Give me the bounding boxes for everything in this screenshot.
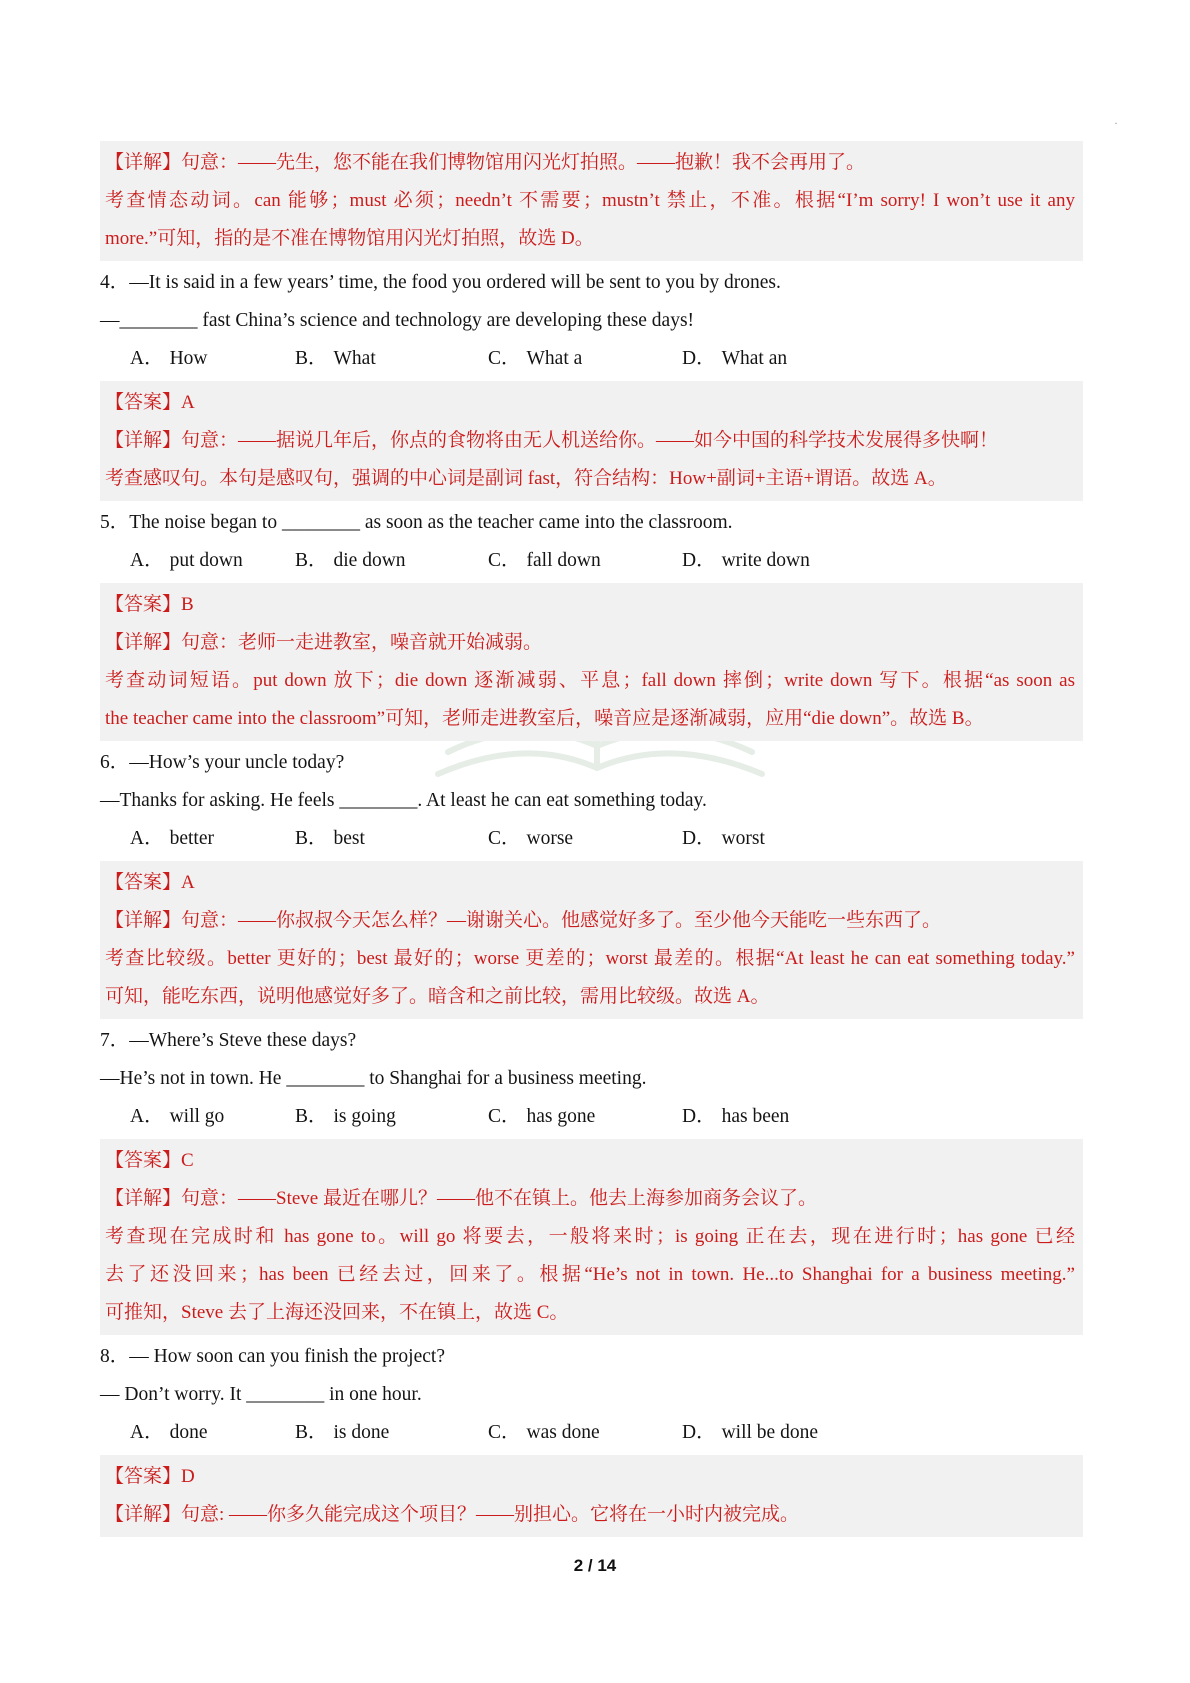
option-c bbox=[488, 1414, 682, 1452]
answer-line: 【答案】B bbox=[105, 594, 194, 615]
option-a bbox=[130, 542, 295, 580]
explanation-line: 考查动词短语。put down 放下；die down 逐渐减弱、平息；fall down 摔倒；write down 写下。根据“as soon as bbox=[105, 670, 1075, 691]
option-label: B． bbox=[295, 1106, 328, 1127]
option-label: D． bbox=[682, 550, 716, 571]
stray-mark: · bbox=[1114, 116, 1118, 130]
question-stem: 6．—How’s your uncle today? bbox=[100, 752, 345, 773]
option-label: D． bbox=[682, 348, 716, 369]
answer-line: 【答案】A bbox=[105, 872, 195, 893]
question-stem: —Thanks for asking. He feels ________. At least he can eat something today. bbox=[100, 790, 707, 811]
option-text: put down bbox=[169, 550, 243, 571]
option-c bbox=[488, 542, 682, 580]
explanation-line: more.”可知，指的是不准在博物馆用闪光灯拍照，故选 D。 bbox=[105, 228, 594, 249]
option-d bbox=[682, 542, 1083, 580]
explanation-line: 【详解】句意：——你叔叔今天怎么样？—谢谢关心。他感觉好多了。至少他今天能吃一些东西了。 bbox=[105, 910, 942, 931]
options-row bbox=[100, 1098, 1083, 1136]
option-d bbox=[682, 820, 1083, 858]
option-a bbox=[130, 340, 295, 378]
answer-line: 【答案】C bbox=[105, 1150, 194, 1171]
option-text: die down bbox=[333, 550, 406, 571]
option-text: What a bbox=[526, 348, 583, 369]
option-label: B． bbox=[295, 1422, 328, 1443]
option-text: will be done bbox=[721, 1422, 818, 1443]
question-stem: 5．The noise began to ________ as soon as the teacher came into the classroom. bbox=[100, 512, 733, 533]
question-4 bbox=[100, 264, 1083, 378]
explanation-line: 考查现在完成时和 has gone to。will go 将要去，一般将来时；is going 正在去，现在进行时；has gone 已经 bbox=[105, 1226, 1075, 1247]
options-row bbox=[100, 820, 1083, 858]
option-text: write down bbox=[721, 550, 810, 571]
option-label: D． bbox=[682, 1106, 716, 1127]
option-label: B． bbox=[295, 348, 328, 369]
explanation-line: 【详解】句意：——据说几年后，你点的食物将由无人机送给你。——如今中国的科学技术发展得多快啊！ bbox=[105, 430, 999, 451]
question-6 bbox=[100, 744, 1083, 858]
explanation-line: 【详解】句意：——Steve 最近在哪儿？——他不在镇上。他去上海参加商务会议了。 bbox=[105, 1188, 817, 1209]
option-b bbox=[295, 340, 488, 378]
page-number: 2 / 14 bbox=[573, 1556, 617, 1575]
question-8 bbox=[100, 1338, 1083, 1452]
explanation-block-q3 bbox=[100, 141, 1083, 261]
option-text: worse bbox=[526, 828, 574, 849]
option-label: A． bbox=[130, 1106, 164, 1127]
option-label: B． bbox=[295, 828, 328, 849]
option-c bbox=[488, 340, 682, 378]
option-b bbox=[295, 820, 488, 858]
explanation-line: the teacher came into the classroom”可知，老师走进教室后，噪音应是逐渐减弱，应用“die down”。故选 B。 bbox=[105, 708, 984, 729]
option-text: better bbox=[169, 828, 214, 849]
option-c bbox=[488, 820, 682, 858]
option-text: will go bbox=[169, 1106, 225, 1127]
option-text: has gone bbox=[526, 1106, 596, 1127]
question-stem: 4．—It is said in a few years’ time, the food you ordered will be sent to you by drones. bbox=[100, 272, 781, 293]
explanation-line: 考查情态动词。can 能够；must 必须；needn’t 不需要；mustn’t 禁止，不准。根据“I’m sorry! I won’t use it any bbox=[105, 190, 1075, 211]
explanation-line: 去了还没回来；has been 已经去过，回来了。根据“He’s not in town. He...to Shanghai for a business meeting.” bbox=[105, 1264, 1075, 1285]
option-a bbox=[130, 820, 295, 858]
question-stem: —________ fast China’s science and technology are developing these days! bbox=[100, 310, 695, 331]
question-stem: —He’s not in town. He ________ to Shanghai for a business meeting. bbox=[100, 1068, 647, 1089]
option-d bbox=[682, 1414, 1083, 1452]
explanation-line: 【详解】句意：老师一走进教室，噪音就开始减弱。 bbox=[105, 632, 543, 653]
explanation-line: 考查比较级。better 更好的；best 最好的；worse 更差的；worst 最差的。根据“At least he can eat something today.” bbox=[105, 948, 1075, 969]
explanation-block-q8 bbox=[100, 1455, 1083, 1537]
option-label: A． bbox=[130, 828, 164, 849]
option-label: B． bbox=[295, 550, 328, 571]
option-c bbox=[488, 1098, 682, 1136]
option-text: has been bbox=[721, 1106, 790, 1127]
option-label: A． bbox=[130, 550, 164, 571]
option-text: What bbox=[333, 348, 376, 369]
answer-line: 【答案】D bbox=[105, 1466, 195, 1487]
option-text: best bbox=[333, 828, 365, 849]
option-text: done bbox=[169, 1422, 208, 1443]
question-7 bbox=[100, 1022, 1083, 1136]
explanation-block-q7 bbox=[100, 1139, 1083, 1335]
option-text: is done bbox=[333, 1422, 390, 1443]
explanation-line: 【详解】句意: ——你多久能完成这个项目？——别担心。它将在一小时内被完成。 bbox=[105, 1504, 800, 1525]
explanation-line: 可推知，Steve 去了上海还没回来，不在镇上，故选 C。 bbox=[105, 1302, 569, 1323]
option-text: is going bbox=[333, 1106, 396, 1127]
option-text: How bbox=[169, 348, 208, 369]
explanation-block-q5 bbox=[100, 583, 1083, 741]
options-row bbox=[100, 340, 1083, 378]
option-label: C． bbox=[488, 550, 521, 571]
option-text: fall down bbox=[526, 550, 601, 571]
option-text: was done bbox=[526, 1422, 600, 1443]
explanation-block-q4 bbox=[100, 381, 1083, 501]
document-body bbox=[100, 141, 1083, 1537]
option-label: C． bbox=[488, 828, 521, 849]
option-label: D． bbox=[682, 1422, 716, 1443]
explanation-line: 考查感叹句。本句是感叹句，强调的中心词是副词 fast，符合结构：How+副词+主语+谓语。故选 A。 bbox=[105, 468, 947, 489]
option-d bbox=[682, 1098, 1083, 1136]
option-b bbox=[295, 1414, 488, 1452]
option-a bbox=[130, 1414, 295, 1452]
question-stem: — Don’t worry. It ________ in one hour. bbox=[100, 1384, 422, 1405]
explanation-line: 可知，能吃东西，说明他感觉好多了。暗含和之前比较，需用比较级。故选 A。 bbox=[105, 986, 770, 1007]
explanation-block-q6 bbox=[100, 861, 1083, 1019]
option-text: What an bbox=[721, 348, 788, 369]
option-b bbox=[295, 542, 488, 580]
options-row bbox=[100, 1414, 1083, 1452]
option-label: A． bbox=[130, 1422, 164, 1443]
answer-line: 【答案】A bbox=[105, 392, 195, 413]
explanation-line: 【详解】句意：——先生，您不能在我们博物馆用闪光灯拍照。——抱歉！我不会再用了。 bbox=[105, 152, 866, 173]
question-stem: 7．—Where’s Steve these days? bbox=[100, 1030, 357, 1051]
option-text: worst bbox=[721, 828, 765, 849]
option-label: C． bbox=[488, 1422, 521, 1443]
question-stem: 8．— How soon can you finish the project? bbox=[100, 1346, 445, 1367]
option-label: A． bbox=[130, 348, 164, 369]
option-a bbox=[130, 1098, 295, 1136]
options-row bbox=[100, 542, 1083, 580]
option-label: C． bbox=[488, 348, 521, 369]
question-5 bbox=[100, 504, 1083, 580]
option-b bbox=[295, 1098, 488, 1136]
option-d bbox=[682, 340, 1083, 378]
option-label: D． bbox=[682, 828, 716, 849]
option-label: C． bbox=[488, 1106, 521, 1127]
